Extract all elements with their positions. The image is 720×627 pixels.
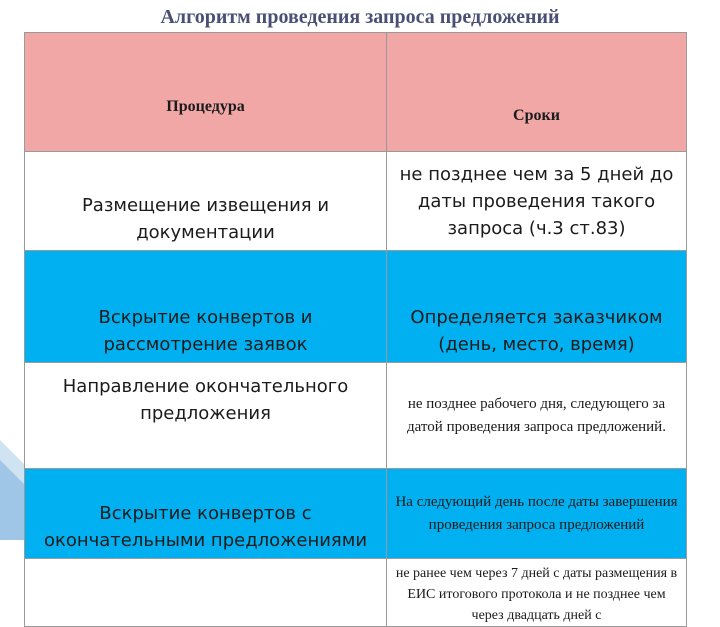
terms-cell: не позднее чем за 5 дней до даты проведения такого запроса (ч.3 ст.83) (387, 152, 687, 251)
table-row (25, 152, 687, 251)
table-row (25, 559, 687, 627)
table-row (25, 363, 687, 469)
header-terms: Сроки (387, 33, 687, 152)
procedure-cell: Вскрытие конвертов и рассмотрение заявок (25, 251, 387, 363)
procedure-cell (25, 559, 387, 627)
terms-cell: не ранее чем через 7 дней с даты размещения в ЕИС итогового протокола и не позднее чем через двадцать дней с (387, 559, 687, 627)
table-row (25, 469, 687, 559)
header-procedure: Процедура (25, 33, 387, 152)
terms-cell: не позднее рабочего дня, следующего за датой проведения запроса предложений. (387, 363, 687, 469)
procedure-table (24, 32, 687, 627)
procedure-cell: Направление окончательного предложения (25, 363, 387, 469)
procedure-cell: Вскрытие конвертов с окончательными предложениями (25, 469, 387, 559)
procedure-cell: Размещение извещения и документации (25, 152, 387, 251)
page-title: Алгоритм проведения запроса предложений (160, 6, 560, 28)
terms-cell: Определяется заказчиком (день, место, время) (387, 251, 687, 363)
terms-cell: На следующий день после даты завершения проведения запроса предложений (387, 469, 687, 559)
table-header-row (25, 33, 687, 152)
table-row (25, 251, 687, 363)
